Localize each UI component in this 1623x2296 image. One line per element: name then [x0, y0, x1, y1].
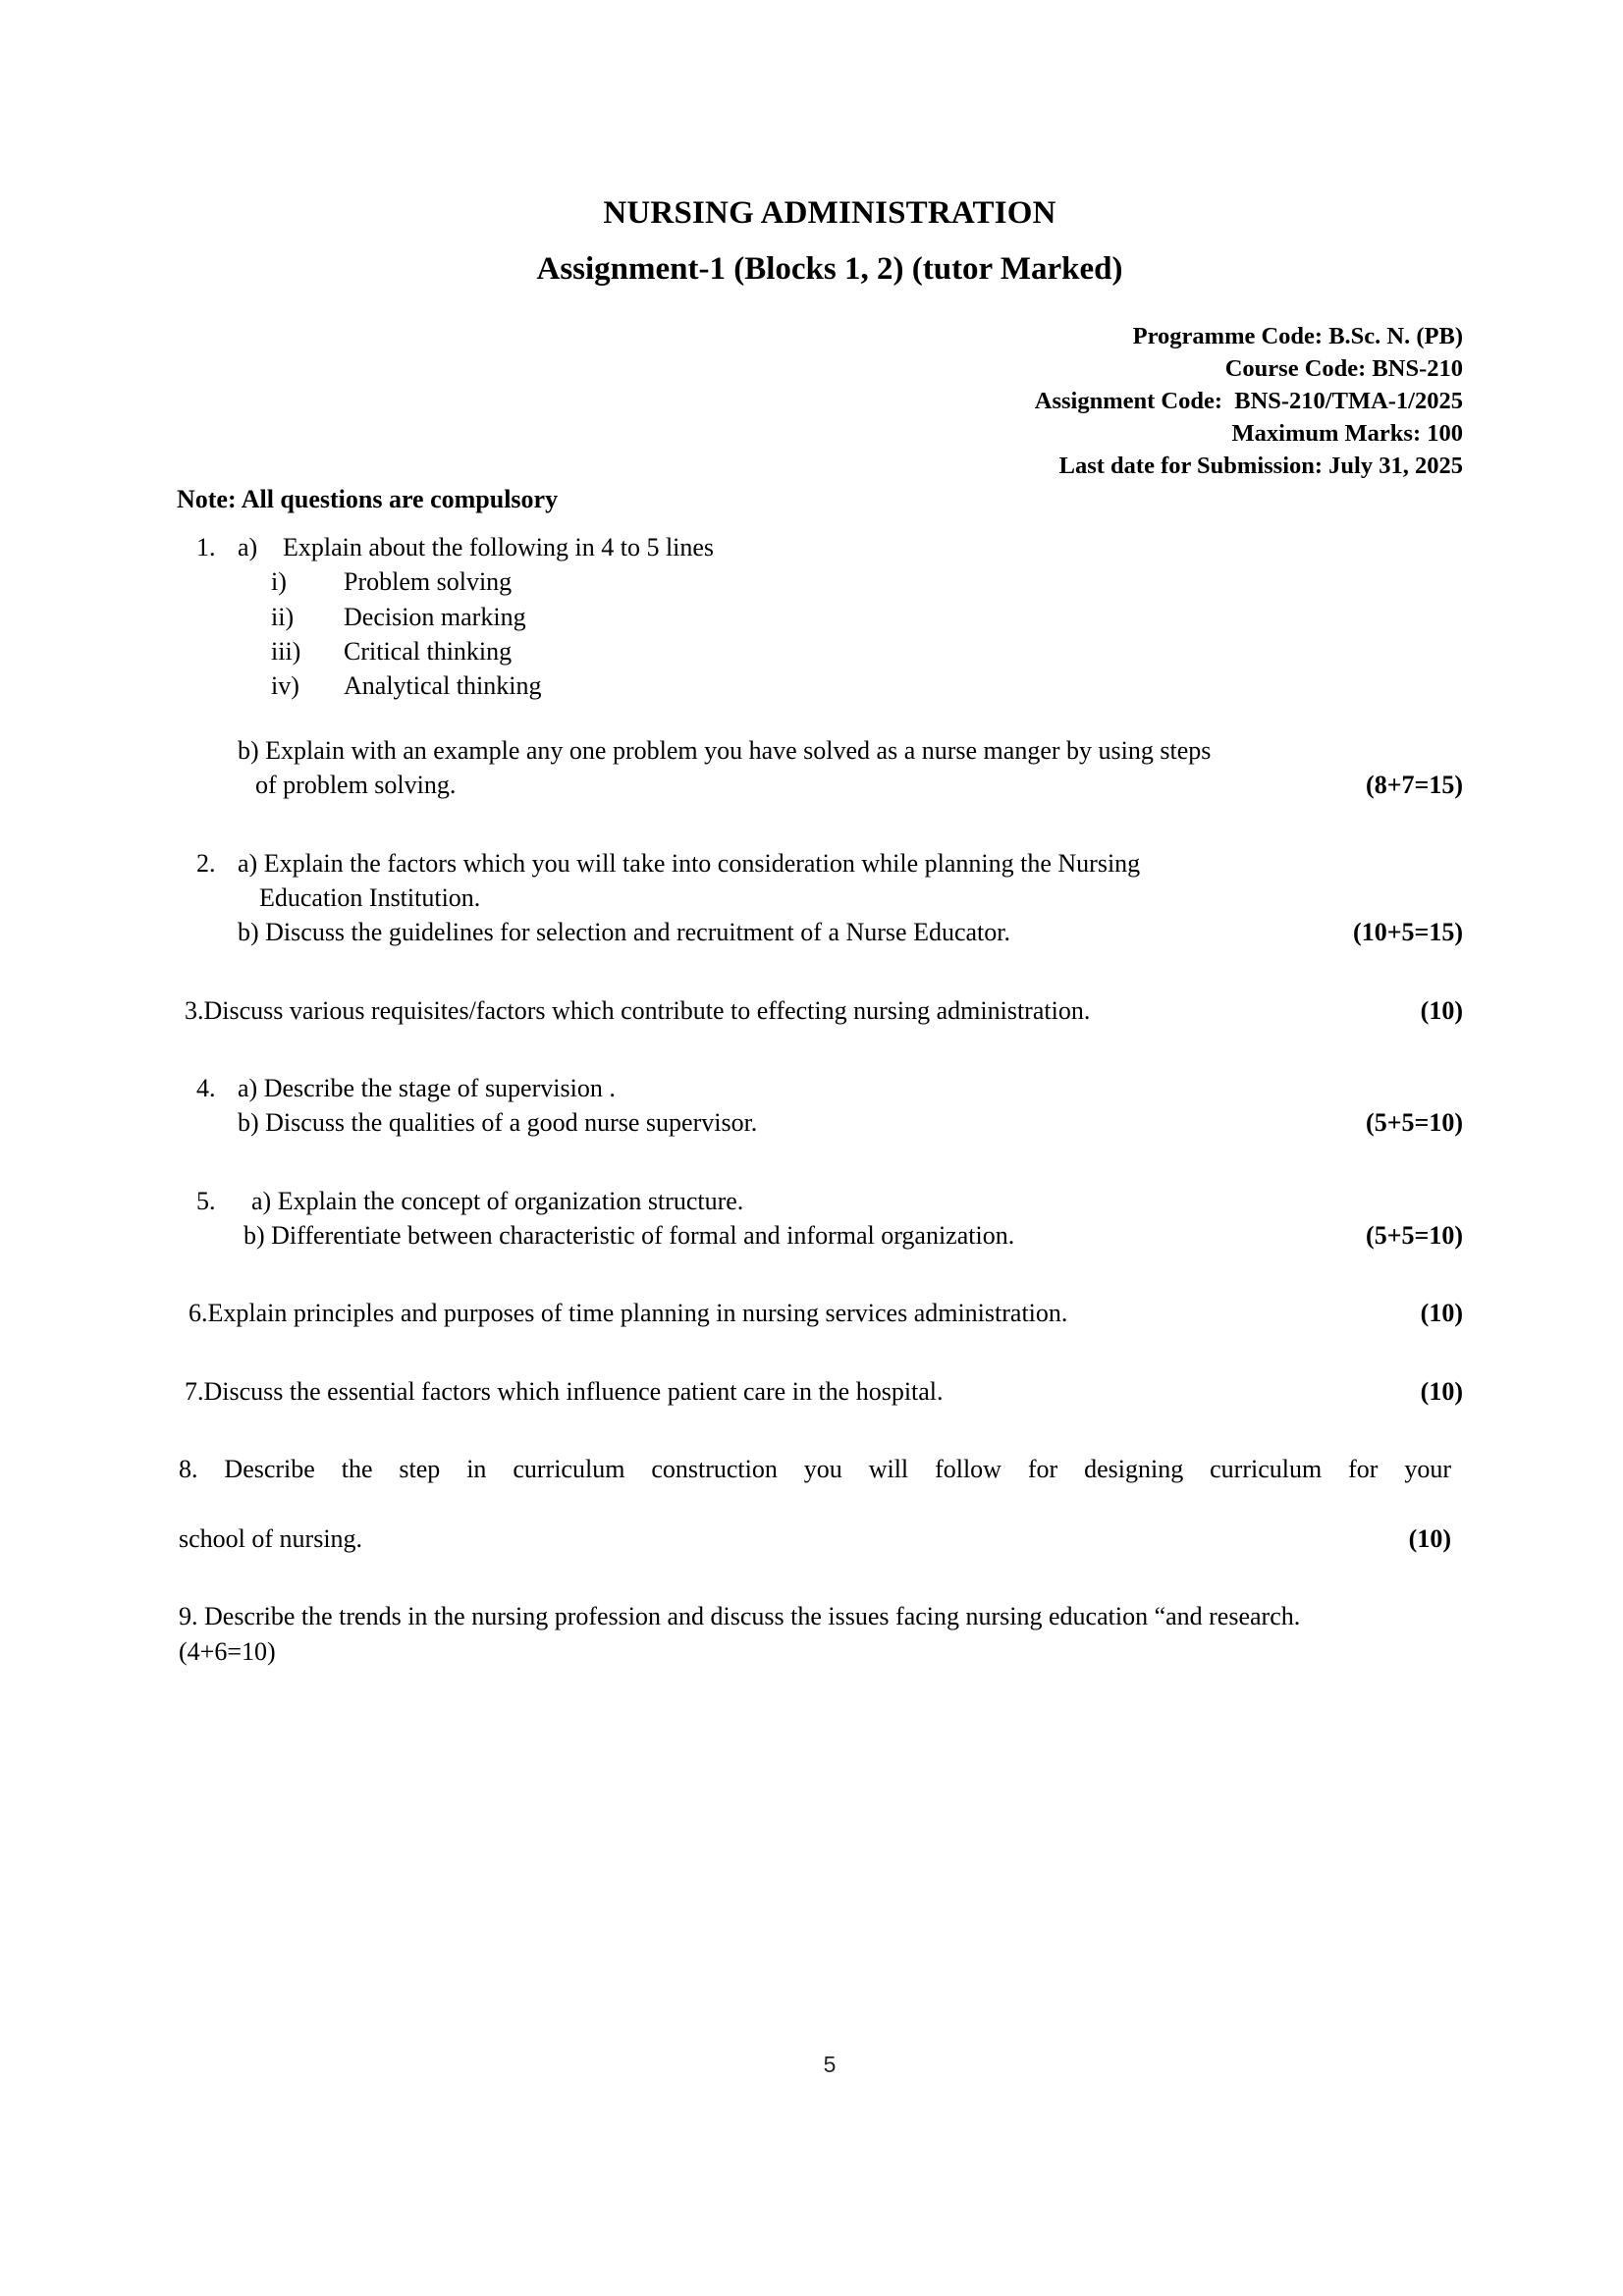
- q5-part-b: b) Differentiate between characteristic of formal and informal organization.: [243, 1221, 1015, 1251]
- q1-sub-iv-number: iv): [271, 671, 299, 701]
- q4-marks: (5+5=10): [1366, 1108, 1463, 1138]
- assignment-subtitle: Assignment-1 (Blocks 1, 2) (tutor Marked): [536, 250, 1123, 287]
- q1-sub-ii-text: Decision marking: [344, 602, 526, 631]
- q5-part-a: a) Explain the concept of organization structure.: [251, 1186, 744, 1215]
- q4-number: 4.: [196, 1073, 216, 1102]
- q6-number: 6.: [189, 1299, 208, 1328]
- q1-marks: (8+7=15): [1366, 771, 1463, 800]
- q7-number: 7.: [185, 1376, 204, 1406]
- question-5: [196, 1184, 1463, 1254]
- question-7: [185, 1374, 1463, 1409]
- questions-list: [179, 530, 1463, 1669]
- q2-part-a-line1: a) Explain the factors which you will take into consideration while planning the Nursing: [238, 848, 1141, 878]
- q8-line2: school of nursing.: [179, 1523, 363, 1553]
- q6-marks: (10): [1420, 1299, 1463, 1328]
- q3-text: Discuss various requisites/factors which contribute to effecting nursing administration.: [203, 995, 1091, 1025]
- q1-sub-i-number: i): [271, 567, 287, 597]
- q7-text: Discuss the essential factors which influence patient care in the hospital.: [203, 1376, 944, 1406]
- q3-number: 3.: [185, 995, 204, 1025]
- q1-part-a-label: a): [238, 533, 258, 561]
- q1-sub-iii-text: Critical thinking: [344, 637, 513, 667]
- q1-sub-ii-number: ii): [271, 602, 295, 631]
- programme-code: Programme Code: B.Sc. N. (PB): [1132, 322, 1463, 349]
- q2-part-b: b) Discuss the guidelines for selection and recruitment of a Nurse Educator.: [238, 918, 1010, 947]
- list-item: [271, 564, 1463, 599]
- q8-marks: (10): [1408, 1523, 1451, 1553]
- note-compulsory: Note: All questions are compulsory: [177, 485, 559, 513]
- q7-marks: (10): [1420, 1376, 1463, 1406]
- q1-part-b-line2: of problem solving.: [255, 771, 457, 800]
- last-date-submission: Last date for Submission: July 31, 2025: [1058, 453, 1463, 480]
- q1-sub-iv-text: Analytical thinking: [344, 671, 542, 701]
- q1-sub-i-text: Problem solving: [344, 567, 513, 597]
- q2-marks: (10+5=15): [1353, 918, 1463, 947]
- q1-sub-iii-number: iii): [271, 637, 301, 667]
- assignment-code: Assignment Code: BNS-210/TMA-1/2025: [1034, 388, 1463, 414]
- q9-line1: 9. Describe the trends in the nursing profession and discuss the issues facing nursing education “and research.: [179, 1602, 1301, 1631]
- question-9: [179, 1599, 1463, 1669]
- question-4: [196, 1071, 1463, 1141]
- list-item: [271, 668, 1463, 703]
- q5-marks: (5+5=10): [1366, 1221, 1463, 1251]
- q1-part-b: [238, 733, 1463, 803]
- q8-line1: 8. Describe the step in curriculum construction you will follow for designing curriculum for your: [179, 1455, 1451, 1484]
- page-title: NURSING ADMINISTRATION: [603, 195, 1056, 231]
- maximum-marks: Maximum Marks: 100: [1231, 420, 1463, 448]
- q2-number: 2.: [196, 848, 216, 878]
- q4-part-b: b) Discuss the qualities of a good nurse supervisor.: [238, 1108, 758, 1138]
- q4-part-a: a) Describe the stage of supervision .: [238, 1073, 616, 1102]
- q1-number: 1.: [196, 533, 216, 561]
- question-6: [189, 1296, 1463, 1330]
- q5-number: 5.: [196, 1186, 216, 1215]
- course-code: Course Code: BNS-210: [1224, 354, 1463, 382]
- q3-marks: (10): [1420, 995, 1463, 1025]
- list-item: [271, 634, 1463, 668]
- page-number: 5: [823, 2052, 837, 2077]
- question-3: [185, 993, 1463, 1028]
- q9-marks: (4+6=10): [179, 1636, 276, 1666]
- course-info-block: [196, 320, 1463, 482]
- question-2: [196, 846, 1463, 950]
- question-8: [179, 1452, 1463, 1556]
- q6-text: Explain principles and purposes of time planning in nursing services administration.: [207, 1299, 1068, 1328]
- page-content: [177, 0, 1463, 2296]
- q2-part-a-line2: Education Institution.: [259, 882, 481, 912]
- q1-part-b-line1: b) Explain with an example any one problem you have solved as a nurse manger by using steps: [238, 735, 1212, 765]
- list-item: [271, 600, 1463, 634]
- q1-sub-items: [271, 564, 1463, 703]
- question-1: [196, 530, 1463, 803]
- q1-part-a-text: Explain about the following in 4 to 5 lines: [283, 533, 715, 561]
